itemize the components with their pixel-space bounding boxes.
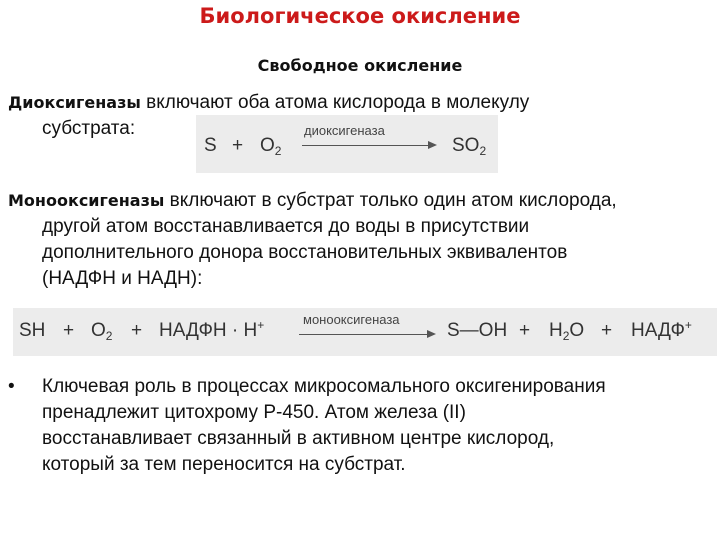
eq2-reactant-nadph: НАДФН · Н+ xyxy=(159,318,265,341)
monooxygenases-line-2: другой атом восстанавливается до воды в присутствии xyxy=(42,216,530,237)
eq2-plus-2: + xyxy=(131,320,143,341)
dioxygenases-term: Диоксигеназы xyxy=(8,93,141,112)
eq1-arrow-head xyxy=(428,141,437,149)
eq1-arrow-line xyxy=(302,145,430,146)
bullet-line-3: восстанавливает связанный в активном центре кислород, xyxy=(42,428,555,449)
dioxygenases-line-1 xyxy=(8,90,714,116)
monooxygenases-line-3: дополнительного донора восстановительных эквивалентов xyxy=(42,242,568,263)
monooxygenases-line-1 xyxy=(8,188,714,214)
monooxygenase-reaction-equation xyxy=(13,308,717,356)
dioxygenases-line-2: субстрата: xyxy=(42,118,136,139)
eq2-plus-3: + xyxy=(519,320,531,341)
monooxygenases-text-1: включают в субстрат только один атом кислорода, xyxy=(164,190,617,211)
bullet-line-4: который за тем переносится на субстрат. xyxy=(42,454,406,475)
bullet-line-1: Ключевая роль в процессах микросомального оксигенирования xyxy=(42,376,606,397)
eq1-reactant-o2: $O_2$ xyxy=(260,135,282,158)
section-subtitle: Свободное окисление xyxy=(257,56,463,75)
eq2-reactant-sh: SH xyxy=(19,320,46,341)
eq1-product-so2: $SO_2$ xyxy=(452,135,487,158)
eq2-product-soh: S—OH xyxy=(447,320,508,341)
bullet-marker: • xyxy=(8,376,15,397)
eq2-product-nadp: НАДФ+ xyxy=(631,318,692,341)
eq2-arrow-head xyxy=(427,330,436,338)
cytochrome-bullet-paragraph xyxy=(8,374,714,478)
monooxygenases-term: Монооксигеназы xyxy=(8,191,165,210)
eq2-enzyme-label: монооксигеназа xyxy=(303,312,400,327)
eq2-arrow-line xyxy=(299,334,429,335)
eq2-reactant-o2: $O_2$ xyxy=(91,320,113,343)
eq1-plus: + xyxy=(232,135,244,156)
eq2-plus-4: + xyxy=(601,320,613,341)
monooxygenases-line-4: (НАДФН и НАДН): xyxy=(42,268,203,289)
monooxygenases-paragraph xyxy=(8,188,714,292)
eq2-plus-1: + xyxy=(63,320,75,341)
bullet-line-2: пренадлежит цитохрому Р-450. Атом железа (II) xyxy=(42,402,466,423)
dioxygenase-reaction-equation xyxy=(196,115,498,173)
page-title: Биологическое окисление xyxy=(199,4,521,28)
dioxygenases-text-1: включают оба атома кислорода в молекулу xyxy=(140,92,530,113)
eq2-product-h2o: $H_2O$ xyxy=(549,320,585,343)
eq1-enzyme-label: диоксигеназа xyxy=(304,123,385,138)
eq1-reactant-s: S xyxy=(204,135,217,156)
